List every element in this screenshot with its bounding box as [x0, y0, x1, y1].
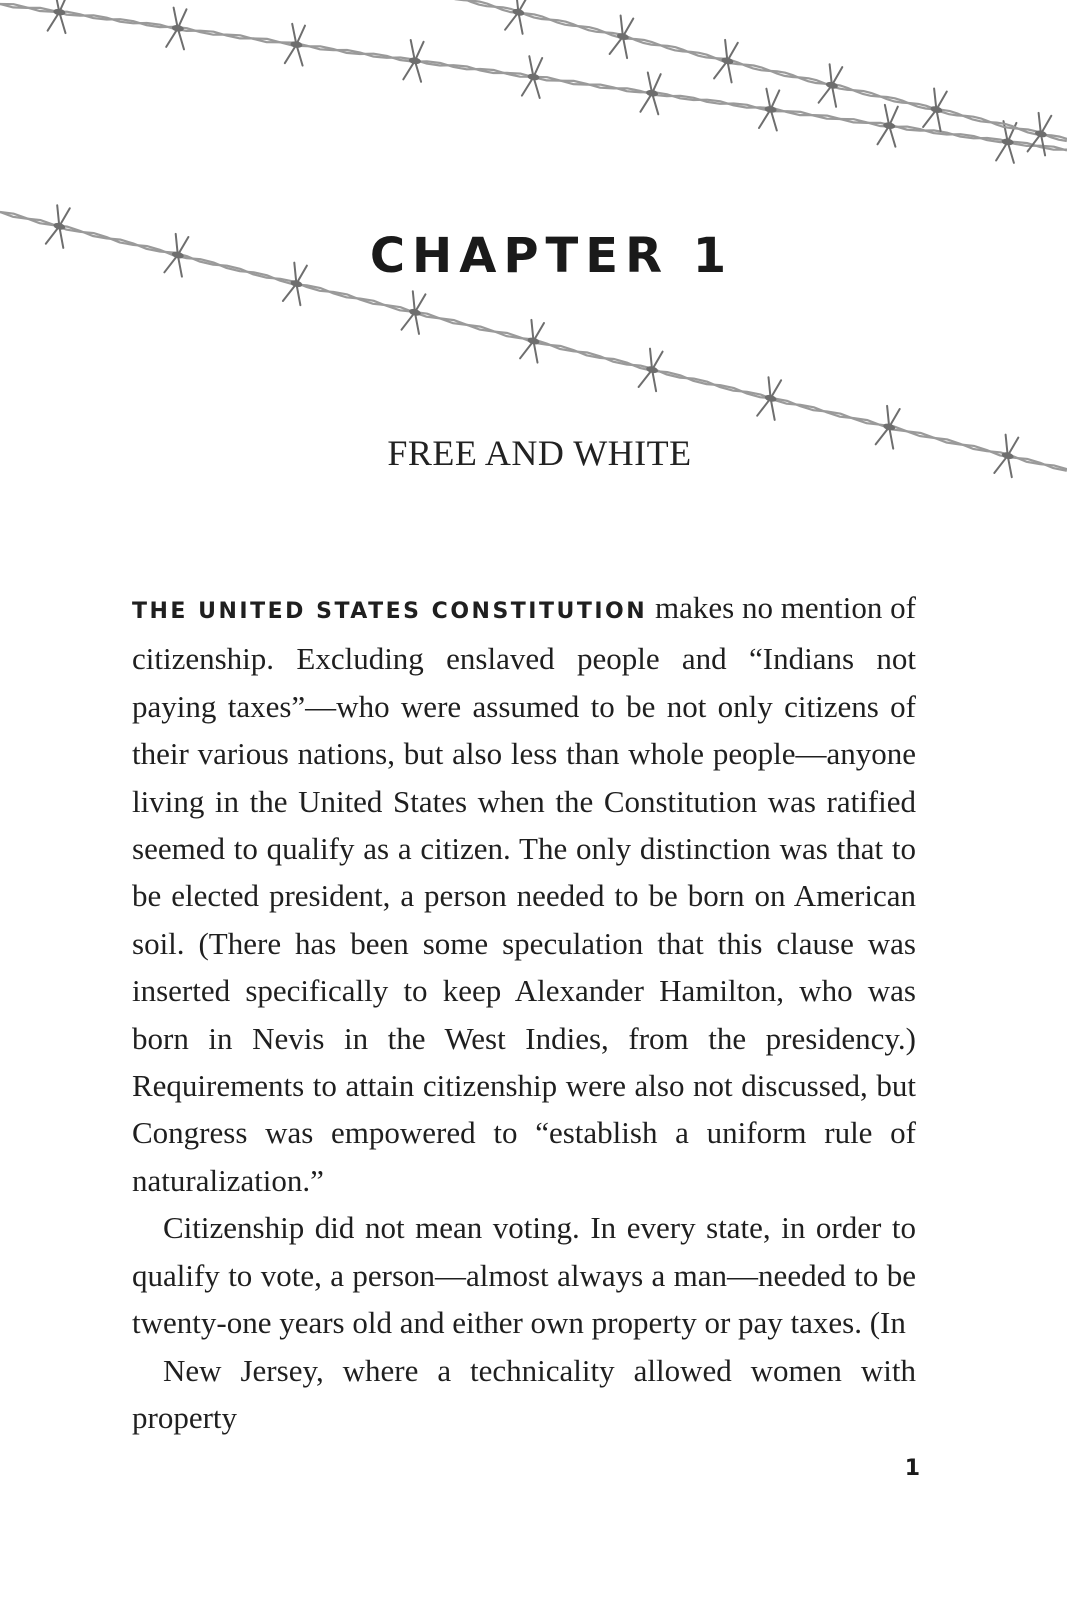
barb	[639, 349, 663, 392]
paragraph-2	[132, 1204, 916, 1441]
barb	[640, 73, 660, 115]
lead-in-caps: THE UNITED STATES CONSTITUTION	[132, 599, 648, 624]
page-number: 1	[904, 1456, 920, 1481]
paragraph-2-last-line: New Jersey, where a technicality allowed women with property	[132, 1352, 916, 1435]
paragraph-1	[132, 584, 916, 1204]
body-text	[132, 584, 916, 1441]
barb	[48, 0, 68, 33]
paragraph-1-text: makes no mention of citizenship. Excluding enslaved people and “Indians not paying taxes”—who were assumed to be not only citizens of their various nations, but also less than whole people—anyone living in the United States when the Constitution was ratified seemed to qualify as a citizen. The only distinction was that to be elected president, a person needed to be born on American soil. (There has been some speculation that this clause was inserted specifically to keep Alexander Hamilton, who was born in Nevis in the West Indies, from the presidency.) Requirements to attain citizenship were also not discussed, but Congress was empowered to “establish a uniform rule of naturalization.”	[132, 590, 917, 1198]
paragraph-2-text: Citizenship did not mean voting. In every state, in order to qualify to vote, a person—almost always a man—needed to be twenty-one years old and either own property or pay taxes. (In	[132, 1210, 916, 1341]
barbed-wire-strand	[0, 0, 1067, 163]
chapter-title: FREE AND WHITE	[387, 433, 692, 473]
barb	[505, 0, 529, 34]
chapter-label: CHAPTER 1	[369, 228, 734, 284]
